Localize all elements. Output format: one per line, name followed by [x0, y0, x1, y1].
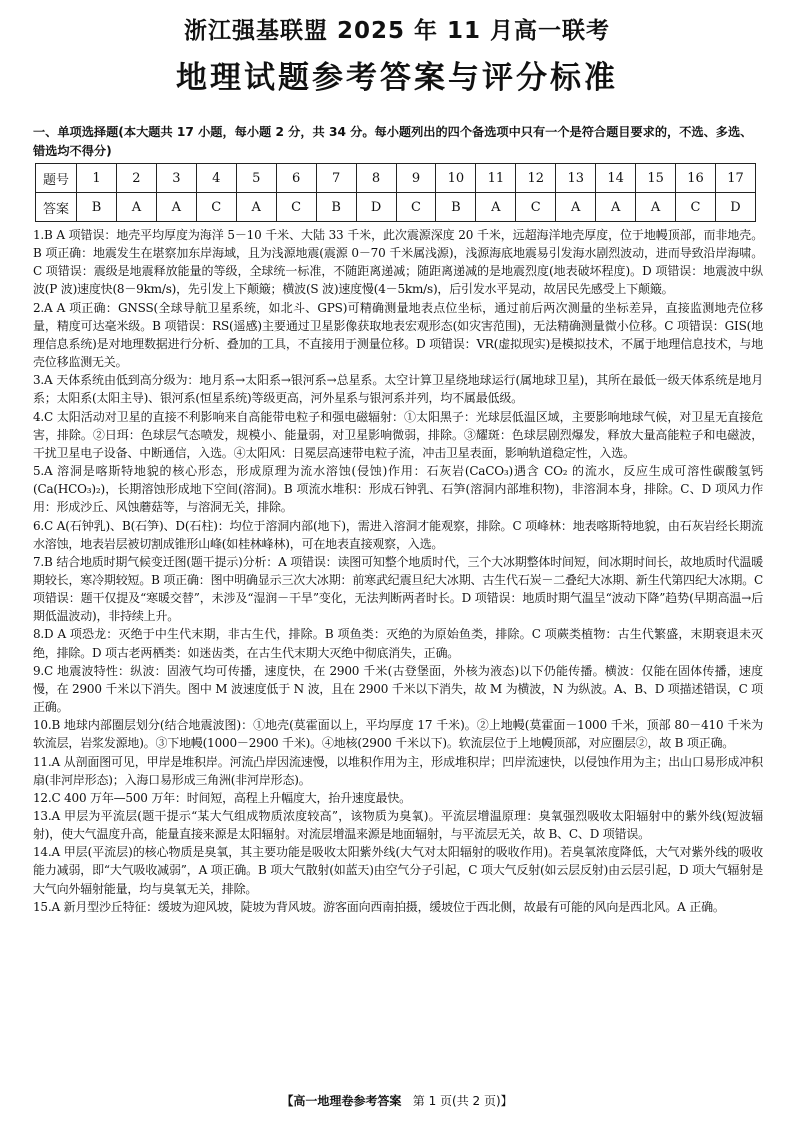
answer-cell: A	[596, 193, 636, 222]
footer-title: 【高一地理卷参考答案	[281, 1094, 402, 1108]
item-number: 9.C	[33, 663, 54, 678]
answer-cell: A	[556, 193, 596, 222]
item-number: 6.C	[33, 518, 54, 533]
question-number: 2	[116, 164, 156, 193]
item-text: A 项恐龙：灭绝于中生代末期，非古生代，排除。B 项鱼类：灭绝的为原始鱼类，排除。C 项蕨类植物：古生代繁盛，末期衰退未灭绝，排除。D 项古老两栖类：如迷齿类，在古生代末期大灭绝中彻底消失，正确。	[33, 627, 763, 660]
question-number: 6	[276, 164, 316, 193]
explanation-item	[33, 408, 763, 462]
question-number: 11	[476, 164, 516, 193]
explanation-item	[33, 517, 763, 553]
explanation-item	[33, 843, 763, 897]
item-text: 新月型沙丘特征：缓坡为迎风坡，陡坡为背风坡。游客面向西南拍摄，缓坡位于西北侧，故最有可能的风向是西北风。A 正确。	[63, 899, 725, 914]
table-row-numbers	[36, 164, 756, 193]
answer-cell: A	[156, 193, 196, 222]
item-text: 地球内部圈层划分(结合地震波图)：①地壳(莫霍面以上，平均厚度 17 千米)。②上地幔(莫霍面－1000 千米，顶部 80－410 千米为软流层，岩浆发源地)。③下地幔(1000－2900 千米)。④地核(2900 千米以下)。软流层位于上地幔顶部，对应圈层②，故 B 项正确。	[33, 718, 763, 751]
explanation-item	[33, 226, 763, 299]
question-number: 3	[156, 164, 196, 193]
answer-table	[35, 163, 756, 222]
question-number: 15	[636, 164, 676, 193]
item-text: 从剖面图可见，甲岸是堆积岸。河流凸岸因流速慢，以堆积作用为主，形成堆积岸；凹岸流速快，以侵蚀作用为主；出山口易形成冲积扇(非河岸形态)；入海口易形成三角洲(非河岸形态)。	[33, 754, 763, 787]
item-number: 14.A	[33, 845, 60, 860]
page-title: 地理试题参考答案与评分标准	[176, 60, 618, 96]
item-number: 8.D	[33, 627, 54, 642]
explanation-item	[33, 753, 763, 789]
table-row-label: 答案	[36, 193, 77, 222]
answer-cell: C	[396, 193, 436, 222]
question-number: 8	[356, 164, 396, 193]
answer-cell: D	[716, 193, 756, 222]
item-text: 400 万年—500 万年：时间短，高程上升幅度大，抬升速度最快。	[64, 790, 411, 805]
answer-cell: A	[636, 193, 676, 222]
item-number: 10.B	[33, 718, 61, 733]
question-number: 1	[77, 164, 117, 193]
answer-cell: B	[77, 193, 117, 222]
answer-cell: B	[436, 193, 476, 222]
answer-cell: C	[196, 193, 236, 222]
answer-cell: C	[676, 193, 716, 222]
answer-cell: C	[276, 193, 316, 222]
item-text: 甲层(平流层)的核心物质是臭氧，其主要功能是吸收太阳紫外线(大气对太阳辐射的吸收作用)。若臭氧浓度降低，大气对紫外线的吸收能力减弱，即“大气吸收减弱”，A 项正确。B 项大气散射(如蓝天)由空气分子引起，C 项大气反射(如云层反射)由云层引起，D 项大气辐射是大气向外辐射能量，均与臭氧无关，排除。	[33, 845, 763, 896]
item-number: 13.A	[33, 809, 60, 823]
explanation-item	[33, 371, 763, 407]
item-text: A 项错误：地壳平均厚度为海洋 5－10 千米、大陆 33 千米，此次震源深度 20 千米，远超海洋地壳厚度，位于地幔顶部，而非地壳。B 项正确：地震发生在堪察加东岸海域，且为浅源地震(震源 0－70 千米属浅源)，浅源海底地震易引发海水剧烈波动，进而导致沿岸海啸。C 项错误：震级是地震释放能量的等级，全球统一标准，不随距离递减；随距离递减的是地震烈度(地表破坏程度)。D 项错误：地震波中纵波(P 波)速度快(8－9km/s)，先引发上下颠簸；横波(S 波)速度慢(4－5km/s)，后引发水平晃动，故居民先感受上下颠簸。	[33, 228, 763, 297]
question-number: 14	[596, 164, 636, 193]
item-text: 甲层为平流层(题干提示“某大气组成物质浓度较高”，该物质为臭氧)。平流层增温原理：臭氧强烈吸收太阳辐射中的紫外线(短波辐射)，使大气温度升高，能量直接来源是太阳辐射。对流层增温来源是地面辐射，与平流层无关，故 B、C、D 项错误。	[33, 809, 763, 842]
explanation-item	[33, 625, 763, 661]
table-row-answers	[36, 193, 756, 222]
section-instructions: 一、单项选择题(本大题共 17 小题，每小题 2 分，共 34 分。每小题列出的四个备选项中只有一个是符合题目要求的，不选、多选、错选均不得分)	[33, 125, 753, 158]
question-number: 16	[676, 164, 716, 193]
item-text: 太阳活动对卫星的直接不利影响来自高能带电粒子和强电磁辐射：①太阳黑子：光球层低温区域，主要影响地球气候，对卫星无直接危害，排除。②日珥：色球层气态喷发，规模小、能量弱，对卫星影响微弱，排除。③耀斑：色球层剧烈爆发，释放大量高能粒子和电磁波，干扰卫星电子设备、中断通信，入选。④太阳风：日冕层高速带电粒子流，冲击卫星表面，影响轨道稳定性，入选。	[33, 409, 763, 460]
item-number: 4.C	[33, 409, 54, 424]
question-number: 9	[396, 164, 436, 193]
explanation-item	[33, 462, 763, 516]
explanation-item	[33, 807, 763, 843]
question-number: 10	[436, 164, 476, 193]
explanation-item	[33, 898, 763, 916]
item-number: 11.A	[33, 754, 60, 769]
answer-cell: A	[116, 193, 156, 222]
item-text: A 项正确：GNSS(全球导航卫星系统，如北斗、GPS)可精确测量地表点位坐标，通过前后两次测量的坐标差异，直接监测地壳位移量，精度可达毫米级。B 项错误：RS(遥感)主要通过卫星影像获取地表宏观形态(如灾害范围)，无法精确测量微小位移。C 项错误：GIS(地理信息系统)是对地理数据进行分析、叠加的工具，不直接用于测量位移。D 项错误：VR(虚拟现实)是模拟技术，不属于地理信息技术，与地壳位移监测无关。	[33, 300, 763, 370]
explanation-item	[33, 299, 763, 372]
item-text: 溶洞是喀斯特地貌的核心形态，形成原理为流水溶蚀(侵蚀)作用：石灰岩(CaCO₃)遇含 CO₂ 的流水，反应生成可溶性碳酸氢钙(Ca(HCO₃)₂)，长期溶蚀形成地下空间(溶洞)。B 项流水堆积：形成石钟乳、石笋(溶洞内部堆积物)，非溶洞本身，排除。C、D 项风力作用：形成沙丘、风蚀蘑菇等，与溶洞无关，排除。	[33, 464, 763, 515]
item-text: 天体系统由低到高分级为：地月系→太阳系→银河系→总星系。太空计算卫星绕地球运行(属地球卫星)，其所在最低一级天体系统是地月系；太阳系(太阳主导)、银河系(恒星系统)等级更高，河外星系与银河系并列，均不属最低级。	[33, 373, 763, 406]
page-footer	[0, 1092, 794, 1109]
answer-cell: A	[476, 193, 516, 222]
item-text: 地震波特性：纵波：固液气均可传播，速度快，在 2900 千米(古登堡面，外核为液态)以下仍能传播。横波：仅能在固体传播，速度慢，在 2900 千米以下消失。图中 M 波速度低于 N 波，且在 2900 千米以下消失，故 M 为横波，N 为纵波。A、B、D 项描述错误，C 项正确。	[33, 663, 763, 715]
item-text: A(石钟乳)、B(石笋)、D(石柱)：均位于溶洞内部(地下)，需进入溶洞才能观察，排除。C 项峰林：地表喀斯特地貌，由石灰岩经长期流水溶蚀，地表岩层被切割成锥形山峰(如桂林峰林)，可在地表直接观察，入选。	[33, 518, 763, 551]
item-number: 7.B	[33, 554, 53, 569]
question-number: 12	[516, 164, 556, 193]
item-text: 结合地质时期气候变迁图(题干提示)分析：A 项错误：读图可知整个地质时代，三个大冰期整体时间短，间冰期时间长，故地质时代温暖期较长，寒冷期较短。B 项正确：图中明确显示三次大冰期：前寒武纪震旦纪大冰期、古生代石炭－二叠纪大冰期、新生代第四纪大冰期。C 项错误：题干仅提及“寒暖交替”，未涉及“湿润－干旱”变化，无法判断两者时长。D 项错误：地质时期气温呈“波动下降”趋势(早期高温→后期低温波动)，非持续上升。	[33, 554, 763, 624]
item-number: 1.B	[33, 228, 53, 242]
explanation-list	[33, 226, 763, 916]
explanation-item	[33, 553, 763, 626]
explanation-item	[33, 789, 763, 807]
question-number: 7	[316, 164, 356, 193]
table-row-label: 题号	[36, 164, 77, 193]
exam-header: 浙江强基联盟 2025 年 11 月高一联考	[183, 18, 611, 44]
answer-cell: D	[356, 193, 396, 222]
explanation-item	[33, 716, 763, 752]
footer-page-number: 第 1 页(共 2 页)】	[412, 1094, 513, 1108]
item-number: 2.A	[33, 300, 53, 315]
question-number: 17	[716, 164, 756, 193]
answer-cell: B	[316, 193, 356, 222]
answer-cell: A	[236, 193, 276, 222]
item-number: 5.A	[33, 464, 53, 479]
item-number: 12.C	[33, 790, 61, 805]
question-number: 5	[236, 164, 276, 193]
item-number: 3.A	[33, 373, 53, 388]
answer-cell: C	[516, 193, 556, 222]
question-number: 4	[196, 164, 236, 193]
item-number: 15.A	[33, 899, 60, 914]
question-number: 13	[556, 164, 596, 193]
explanation-item	[33, 662, 763, 716]
